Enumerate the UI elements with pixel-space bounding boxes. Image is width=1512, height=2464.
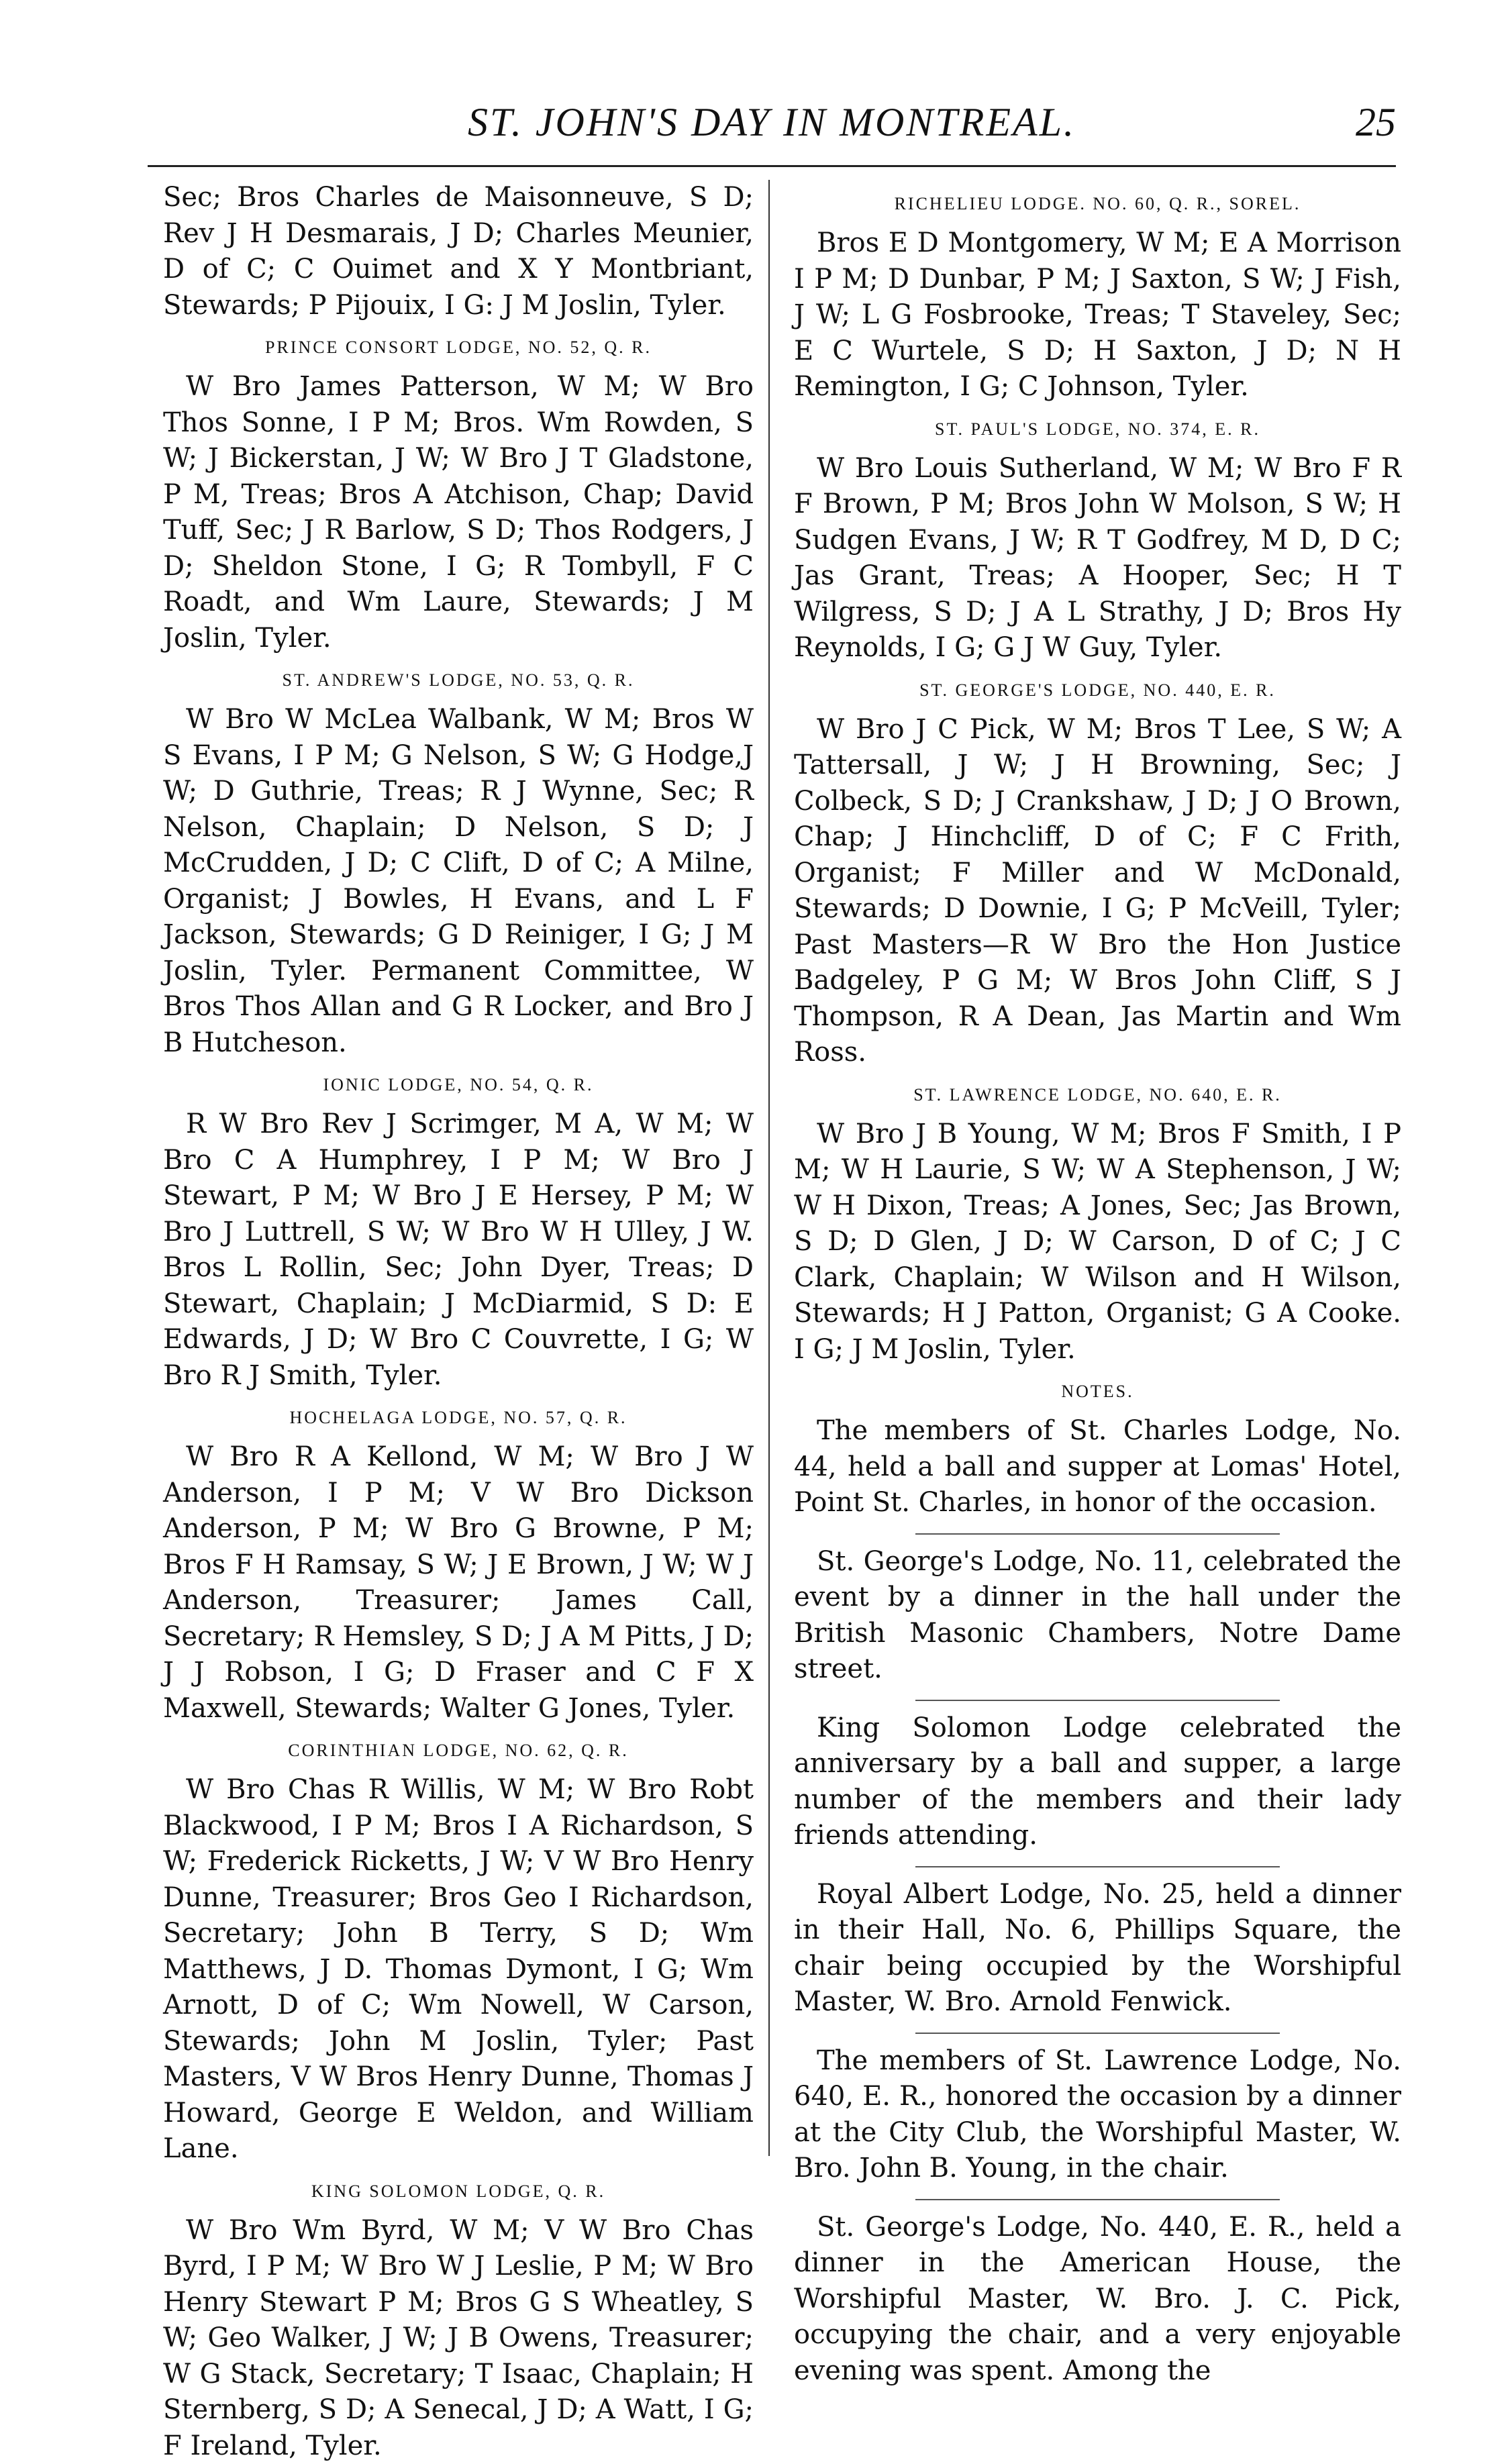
note-paragraph: King Solomon Lodge celebrated the anniversary by a ball and supper, a large number of the members and their lady friends attending. xyxy=(794,1710,1401,1854)
lodge-officers-prince-consort: W Bro James Patterson, W M; W Bro Thos Sonne, I P M; Bros. Wm Rowden, S W; J Bickerstan, J W; W Bro J T Gladstone, P M, Treas; Bros A Atchison, Chap; David Tuff, Sec; J R Barlow, S D; Thos Rodgers, J D; Sheldon Stone, I G; R Tombyll, F C Roadt, and Wm Laure, Stewards; J M Joslin, Tyler. xyxy=(163,369,754,656)
note-divider xyxy=(915,1866,1280,1867)
lodge-heading-richelieu: RICHELIEU LODGE. NO. 60, Q. R., SOREL. xyxy=(794,189,1401,219)
column-divider xyxy=(768,180,770,2156)
note-paragraph: The members of St. Lawrence Lodge, No. 640, E. R., honored the occasion by a dinner at the City Club, the Worshipful Master, W. Bro. John B. Young, in the chair. xyxy=(794,2043,1401,2187)
lodge-officers-hochelaga: W Bro R A Kellond, W M; W Bro J W Anderson, I P M; V W Bro Dickson Anderson, P M; W Bro G Browne, P M; Bros F H Ramsay, S W; J E Brown, J W; W J Anderson, Treasurer; James Call, Secretary; R Hemsley, S D; J A M Pitts, J D; J J Robson, I G; D Fraser and C F X Maxwell, Stewards; Walter G Jones, Tyler. xyxy=(163,1439,754,1727)
running-title: ST. JOHN'S DAY IN MONTREAL. xyxy=(148,99,1396,146)
lodge-heading-hochelaga: HOCHELAGA LODGE, NO. 57, Q. R. xyxy=(163,1403,754,1433)
lodge-heading-st-andrews: ST. ANDREW'S LODGE, NO. 53, Q. R. xyxy=(163,666,754,695)
note-divider xyxy=(915,2199,1280,2200)
lodge-officers-st-lawrence: W Bro J B Young, W M; Bros F Smith, I P M; W H Laurie, S W; W A Stephenson, J W; W H Dixon, Treas; A Jones, Sec; Jas Brown, S D; D Glen, J D; W Carson, D of C; J C Clark, Chaplain; W Wilson and H Wilson, Stewards; H J Patton, Organist; G A Cooke. I G; J M Joslin, Tyler. xyxy=(794,1117,1401,1368)
note-divider xyxy=(915,1533,1280,1535)
lodge-heading-corinthian: CORINTHIAN LODGE, NO. 62, Q. R. xyxy=(163,1736,754,1765)
lodge-officers-st-andrews: W Bro W McLea Walbank, W M; Bros W S Evans, I P M; G Nelson, S W; G Hodge,J W; D Guthrie, Treas; R J Wynne, Sec; R Nelson, Chaplain; D Nelson, S D; J McCrudden, J D; C Clift, D of C; A Milne, Organist; J Bowles, H Evans, and L F Jackson, Stewards; G D Reiniger, I G; J M Joslin, Tyler. Permanent Committee, W Bros Thos Allan and G R Locker, and Bro J B Hutcheson. xyxy=(163,702,754,1061)
note-divider xyxy=(915,1700,1280,1701)
lodge-officers-ionic: R W Bro Rev J Scrimger, M A, W M; W Bro C A Humphrey, I P M; W Bro J Stewart, P M; W Bro J E Hersey, P M; W Bro J Luttrell, S W; W Bro W H Ulley, J W. Bros L Rollin, Sec; John Dyer, Treas; D Stewart, Chaplain; J McDiarmid, S D: E Edwards, J D; W Bro C Couvrette, I G; W Bro R J Smith, Tyler. xyxy=(163,1107,754,1394)
header-rule xyxy=(148,165,1396,167)
lodge-officers-st-georges: W Bro J C Pick, W M; Bros T Lee, S W; A Tattersall, J W; J H Browning, Sec; J Colbeck, S D; J Crankshaw, J D; J O Brown, Chap; J Hinchcliff, D of C; F C Frith, Organist; F Miller and W McDonald, Stewards; D Downie, I G; P McVeill, Tyler; Past Masters—R W Bro the Hon Justice Badgeley, P G M; W Bros John Cliff, S J Thompson, R A Dean, Jas Martin and Wm Ross. xyxy=(794,712,1401,1071)
page-header xyxy=(148,74,1396,154)
note-divider xyxy=(915,2033,1280,2034)
lodge-officers-st-pauls: W Bro Louis Sutherland, W M; W Bro F R F Brown, P M; Bros John W Molson, S W; H Sudgen Evans, J W; R T Godfrey, M D, D C; Jas Grant, Treas; A Hooper, Sec; H T Wilgress, S D; J A L Strathy, J D; Bros Hy Reynolds, I G; G J W Guy, Tyler. xyxy=(794,451,1401,666)
page-number: 25 xyxy=(1356,99,1396,146)
note-paragraph: The members of St. Charles Lodge, No. 44, held a ball and supper at Lomas' Hotel, Point St. Charles, in honor of the occasion. xyxy=(794,1413,1401,1521)
lodge-heading-st-lawrence: ST. LAWRENCE LODGE, NO. 640, E. R. xyxy=(794,1080,1401,1110)
continued-entry: Sec; Bros Charles de Maisonneuve, S D; Rev J H Desmarais, J D; Charles Meunier, D of C; C Ouimet and X Y Montbriant, Stewards; P Pijouix, I G: J M Joslin, Tyler. xyxy=(163,180,754,323)
left-column xyxy=(163,180,754,2464)
lodge-heading-st-pauls: ST. PAUL'S LODGE, NO. 374, E. R. xyxy=(794,415,1401,444)
lodge-officers-corinthian: W Bro Chas R Willis, W M; W Bro Robt Blackwood, I P M; Bros I A Richardson, S W; Frederick Ricketts, J W; V W Bro Henry Dunne, Treasurer; Bros Geo I Richardson, Secretary; John B Terry, S D; Wm Matthews, J D. Thomas Dymont, I G; Wm Arnott, D of C; Wm Nowell, W Carson, Stewards; John M Joslin, Tyler; Past Masters, V W Bros Henry Dunne, Thomas J Howard, George E Weldon, and William Lane. xyxy=(163,1772,754,2167)
lodge-heading-ionic: IONIC LODGE, NO. 54, Q. R. xyxy=(163,1070,754,1100)
right-column xyxy=(794,180,1401,2401)
note-paragraph: Royal Albert Lodge, No. 25, held a dinner in their Hall, No. 6, Phillips Square, the chair being occupied by the Worshipful Master, W. Bro. Arnold Fenwick. xyxy=(794,1877,1401,2020)
lodge-heading-prince-consort: PRINCE CONSORT LODGE, NO. 52, Q. R. xyxy=(163,333,754,362)
lodge-heading-st-georges: ST. GEORGE'S LODGE, NO. 440, E. R. xyxy=(794,676,1401,705)
notes-heading: NOTES. xyxy=(794,1377,1401,1406)
note-paragraph: St. George's Lodge, No. 440, E. R., held a dinner in the American House, the Worshipful Master, W. Bro. J. C. Pick, occupying the chair, and a very enjoyable evening was spent. Among the xyxy=(794,2210,1401,2390)
lodge-officers-king-solomon: W Bro Wm Byrd, W M; V W Bro Chas Byrd, I P M; W Bro W J Leslie, P M; W Bro Henry Stewart P M; Bros G S Wheatley, S W; Geo Walker, J W; J B Owens, Treasurer; W G Stack, Secretary; T Isaac, Chaplain; H Sternberg, S D; A Senecal, J D; A Watt, I G; F Ireland, Tyler. xyxy=(163,2213,754,2464)
lodge-heading-king-solomon: KING SOLOMON LODGE, Q. R. xyxy=(163,2177,754,2206)
lodge-officers-richelieu: Bros E D Montgomery, W M; E A Morrison I P M; D Dunbar, P M; J Saxton, S W; J Fish, J W; L G Fosbrooke, Treas; T Staveley, Sec; E C Wurtele, S D; H Saxton, J D; N H Remington, I G; C Johnson, Tyler. xyxy=(794,225,1401,405)
note-paragraph: St. George's Lodge, No. 11, celebrated the event by a dinner in the hall under the British Masonic Chambers, Notre Dame street. xyxy=(794,1544,1401,1688)
